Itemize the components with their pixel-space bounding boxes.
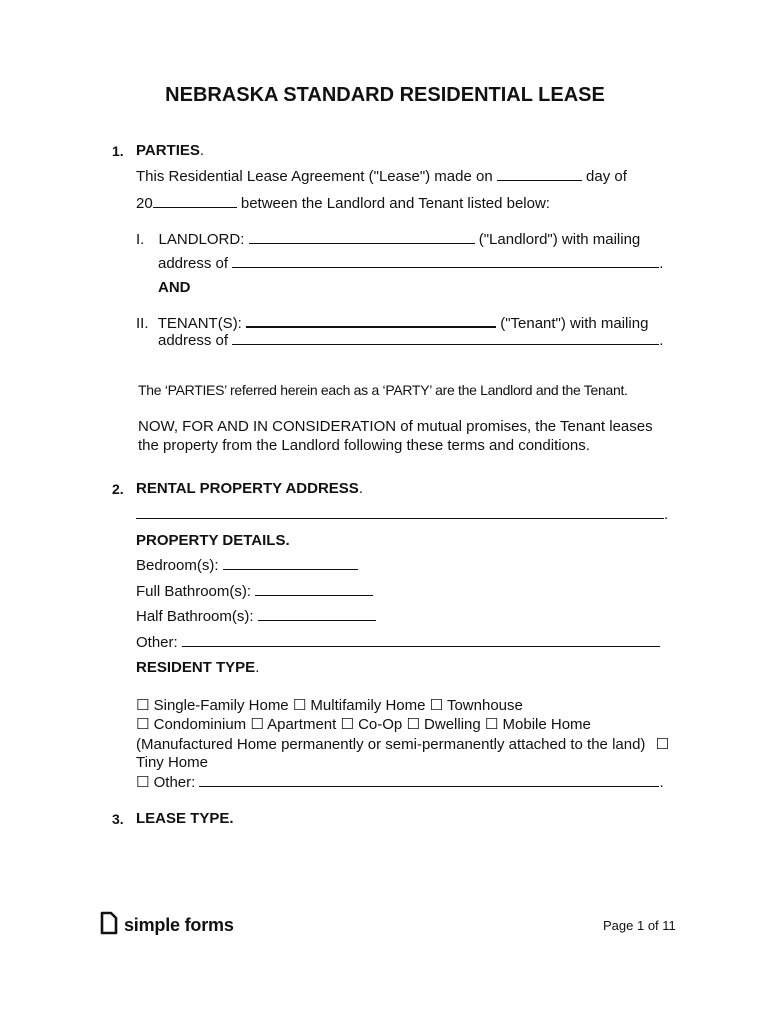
other-details-line xyxy=(136,634,660,651)
half-bath-label: Half Bathroom(s): xyxy=(136,608,254,625)
simple-forms-logo xyxy=(100,911,234,940)
lease-year-text: between the Landlord and Tenant listed below: xyxy=(240,195,550,212)
tenant-line xyxy=(136,314,648,332)
lease-year-prefix: 20 xyxy=(136,195,153,212)
lease-date-text-b: day of xyxy=(586,168,627,185)
resident-other-line: ☐ Other: . xyxy=(136,774,664,791)
property-details-heading: PROPERTY DETAILS. xyxy=(136,532,290,549)
document-title: NEBRASKA STANDARD RESIDENTIAL LEASE xyxy=(165,84,605,106)
lease-date-text-a: This Residential Lease Agreement ("Lease") made on xyxy=(136,168,493,185)
tenant-name-field[interactable] xyxy=(246,314,496,328)
half-bath-field[interactable] xyxy=(258,608,376,621)
resident-options-line-2[interactable]: ☐ Condominium ☐ Apartment ☐ Co-Op ☐ Dwelling ☐ Mobile Home xyxy=(136,716,591,733)
resident-options-line-1[interactable]: ☐ Single-Family Home ☐ Multifamily Home ☐ Townhouse xyxy=(136,697,523,714)
section-1-heading-text: PARTIES xyxy=(136,142,200,159)
section-3-number: 3. xyxy=(112,811,124,827)
tenant-suffix: ("Tenant") with mailing xyxy=(500,315,649,332)
lease-date-line xyxy=(136,168,627,185)
half-bath-line xyxy=(136,608,376,625)
consideration-line-2: the property from the Landlord following these terms and conditions. xyxy=(138,437,590,454)
landlord-address-label: address of xyxy=(158,255,229,272)
document-icon xyxy=(100,911,118,940)
consideration-line-1: NOW, FOR AND IN CONSIDERATION of mutual promises, the Tenant leases xyxy=(138,418,653,435)
landlord-label: LANDLORD: xyxy=(158,231,245,248)
section-2-heading: RENTAL PROPERTY ADDRESS. xyxy=(136,480,363,497)
tenant-address-field[interactable] xyxy=(232,332,659,345)
tenant-address-label: address of xyxy=(158,332,229,349)
resident-options-line-3 xyxy=(136,735,669,753)
section-1-heading: PARTIES. xyxy=(136,142,205,159)
tiny-home-checkbox[interactable]: ☐ xyxy=(655,736,670,753)
landlord-suffix: ("Landlord") with mailing xyxy=(478,231,641,248)
bedrooms-label: Bedroom(s): xyxy=(136,557,219,574)
and-label: AND xyxy=(158,279,191,296)
logo-text: simple forms xyxy=(124,915,234,935)
page-number: Page 1 of 11 xyxy=(603,918,676,933)
other-details-label: Other: xyxy=(136,634,178,651)
resident-other-field[interactable] xyxy=(199,774,659,787)
resident-other-checkbox[interactable]: ☐ Other: xyxy=(136,774,196,791)
other-details-field[interactable] xyxy=(182,634,660,647)
landlord-address-field[interactable] xyxy=(232,255,659,268)
resident-type-heading-text: RESIDENT TYPE xyxy=(136,659,256,676)
tenant-address-line: address of . xyxy=(158,332,664,349)
bedrooms-field[interactable] xyxy=(223,557,358,570)
full-bath-label: Full Bathroom(s): xyxy=(136,583,252,600)
lease-year-field[interactable] xyxy=(153,195,237,208)
tenant-label: TENANT(S): xyxy=(157,315,242,332)
manufactured-home-text: (Manufactured Home permanently or semi-permanently attached to the land) xyxy=(136,736,646,753)
landlord-number: I. xyxy=(136,231,145,248)
landlord-name-field[interactable] xyxy=(249,231,475,244)
section-2-heading-text: RENTAL PROPERTY ADDRESS xyxy=(136,480,359,497)
lease-day-field[interactable] xyxy=(497,168,582,181)
resident-type-heading: RESIDENT TYPE. xyxy=(136,659,260,676)
property-address-line: . xyxy=(136,506,668,523)
section-1-number: 1. xyxy=(112,143,124,159)
landlord-address-line: address of . xyxy=(158,255,664,272)
full-bath-line xyxy=(136,583,373,600)
lease-year-line xyxy=(136,195,550,212)
full-bath-field[interactable] xyxy=(255,583,373,596)
landlord-line xyxy=(136,231,640,248)
section-3-heading: LEASE TYPE. xyxy=(136,810,234,827)
property-address-field[interactable] xyxy=(136,506,664,519)
tiny-home-label: Tiny Home xyxy=(136,754,208,771)
section-2-number: 2. xyxy=(112,481,124,497)
tenant-number: II. xyxy=(136,315,149,332)
parties-note: The ‘PARTIES’ referred herein each as a ‘PARTY’ are the Landlord and the Tenant. xyxy=(138,382,628,398)
bedrooms-line xyxy=(136,557,358,574)
